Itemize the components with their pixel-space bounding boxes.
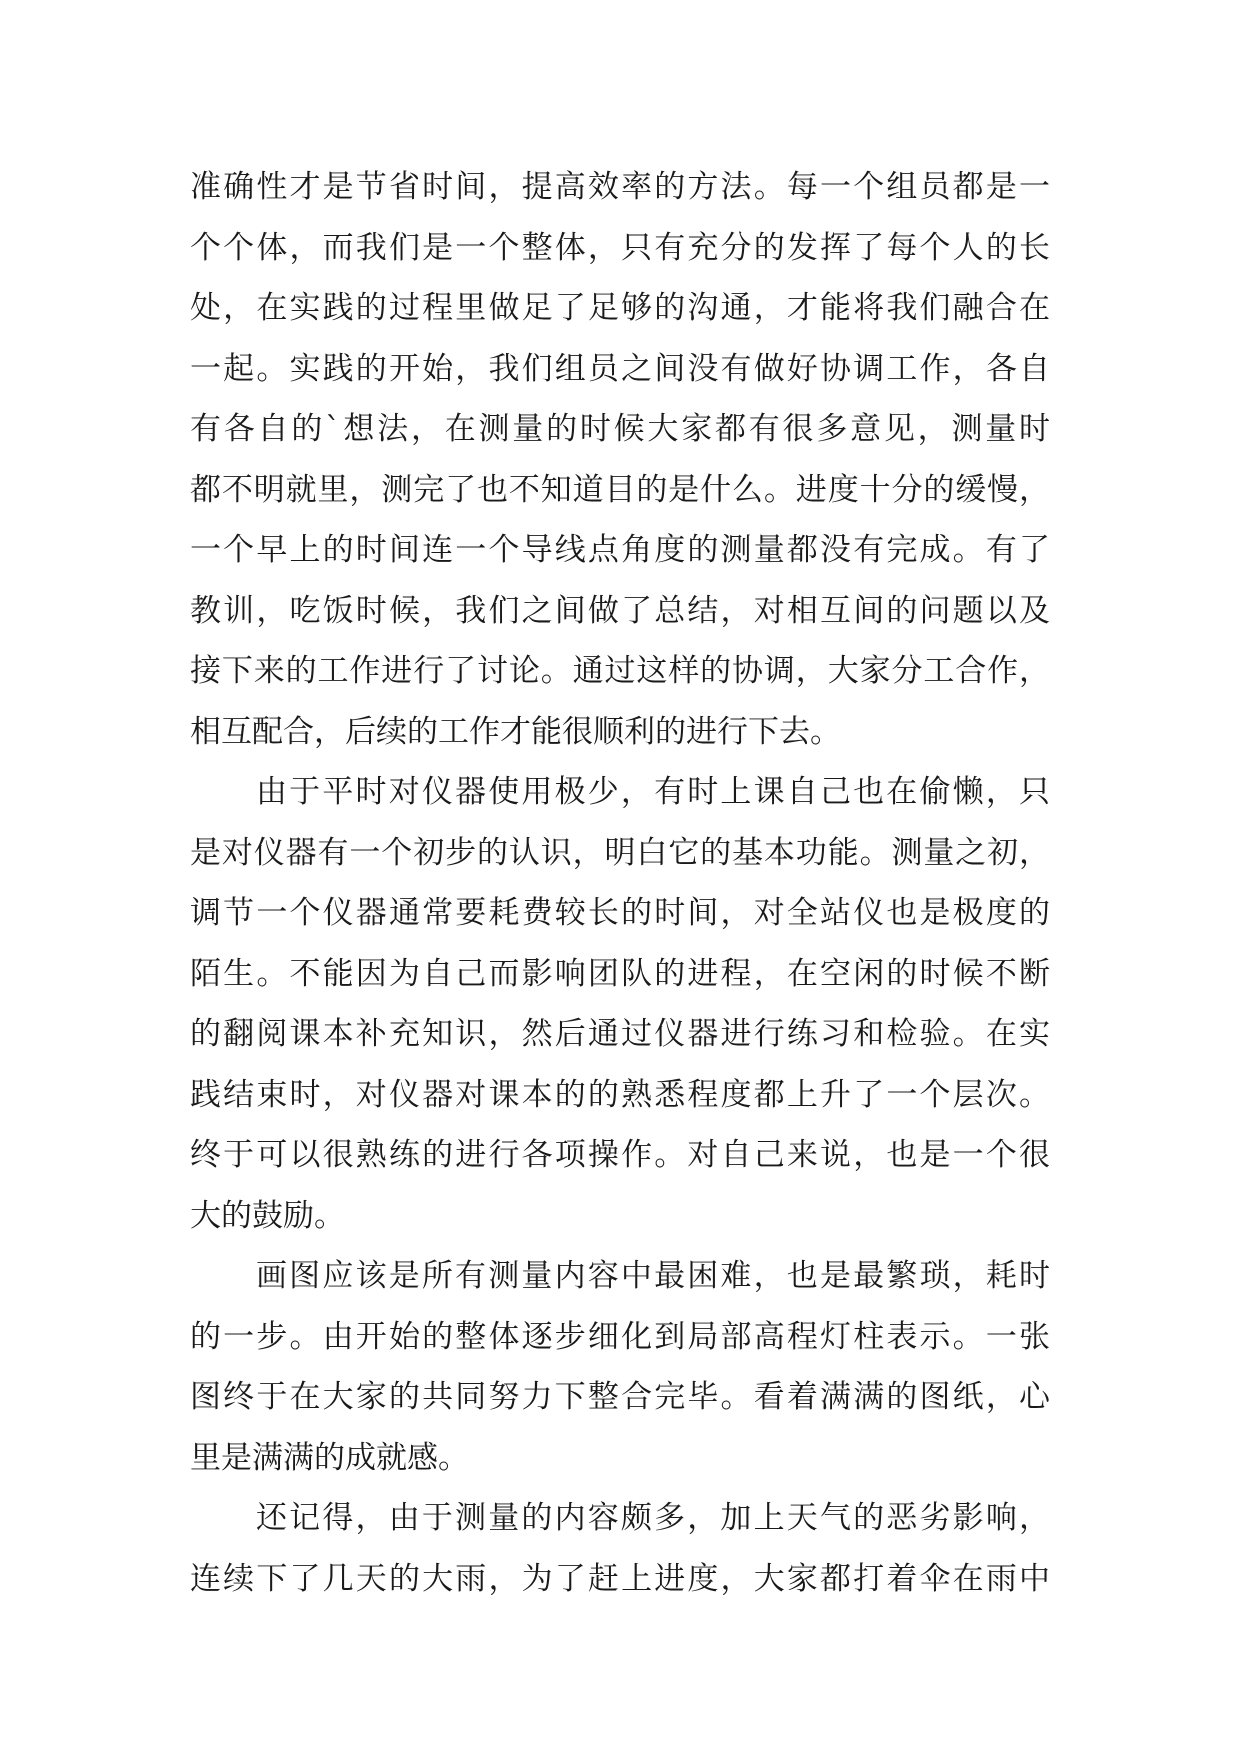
- text-line: 的一步。由开始的整体逐步细化到局部高程灯柱表示。一张: [190, 1318, 1050, 1355]
- paragraph-first-line: 画图应该是所有测量内容中最困难，也是最繁琐，耗时: [256, 1258, 1050, 1294]
- text-line: 是对仪器有一个初步的认识，明白它的基本功能。测量之初，: [190, 834, 1050, 871]
- text-line: 准确性才是节省时间，提高效率的方法。每一个组员都是一: [190, 169, 1050, 205]
- text-line: 一起。实践的开始，我们组员之间没有做好协调工作，各自: [190, 350, 1050, 387]
- text-line: 里是满满的成就感。: [190, 1439, 469, 1476]
- text-line: 连续下了几天的大雨，为了赶上进度，大家都打着伞在雨中: [190, 1560, 1050, 1597]
- text-line: 图终于在大家的共同努力下整合完毕。看着满满的图纸，心: [190, 1379, 1050, 1415]
- text-line: 都不明就里，测完了也不知道目的是什么。进度十分的缓慢，: [190, 471, 1050, 508]
- text-line: 有各自的`想法，在测量的时候大家都有很多意见，测量时: [190, 411, 1050, 447]
- document-body: [190, 157, 1050, 1609]
- paragraph-first-line: 由于平时对仪器使用极少，有时上课自己也在偷懒，只: [256, 774, 1050, 810]
- text-line: 调节一个仪器通常要耗费较长的时间，对全站仪也是极度的: [190, 895, 1050, 931]
- text-line: 大的鼓励。: [190, 1197, 345, 1234]
- paragraph-first-line: 还记得，由于测量的内容颇多，加上天气的恶劣影响，: [256, 1500, 1050, 1536]
- text-line: 相互配合，后续的工作才能很顺利的进行下去。: [190, 713, 841, 750]
- text-line: 终于可以很熟练的进行各项操作。对自己来说，也是一个很: [190, 1137, 1050, 1173]
- text-line: 践结束时，对仪器对课本的的熟悉程度都上升了一个层次。: [190, 1076, 1050, 1113]
- text-line: 的翻阅课本补充知识，然后通过仪器进行练习和检验。在实: [190, 1016, 1050, 1052]
- text-line: 接下来的工作进行了讨论。通过这样的协调，大家分工合作，: [190, 653, 1050, 689]
- text-line: 教训，吃饭时候，我们之间做了总结，对相互间的问题以及: [190, 592, 1050, 629]
- text-line: 陌生。不能因为自己而影响团队的进程，在空闲的时候不断: [190, 955, 1050, 992]
- text-line: 个个体，而我们是一个整体，只有充分的发挥了每个人的长: [190, 229, 1050, 266]
- text-line: 一个早上的时间连一个导线点角度的测量都没有完成。有了: [190, 532, 1050, 568]
- text-line: 处，在实践的过程里做足了足够的沟通，才能将我们融合在: [190, 290, 1050, 326]
